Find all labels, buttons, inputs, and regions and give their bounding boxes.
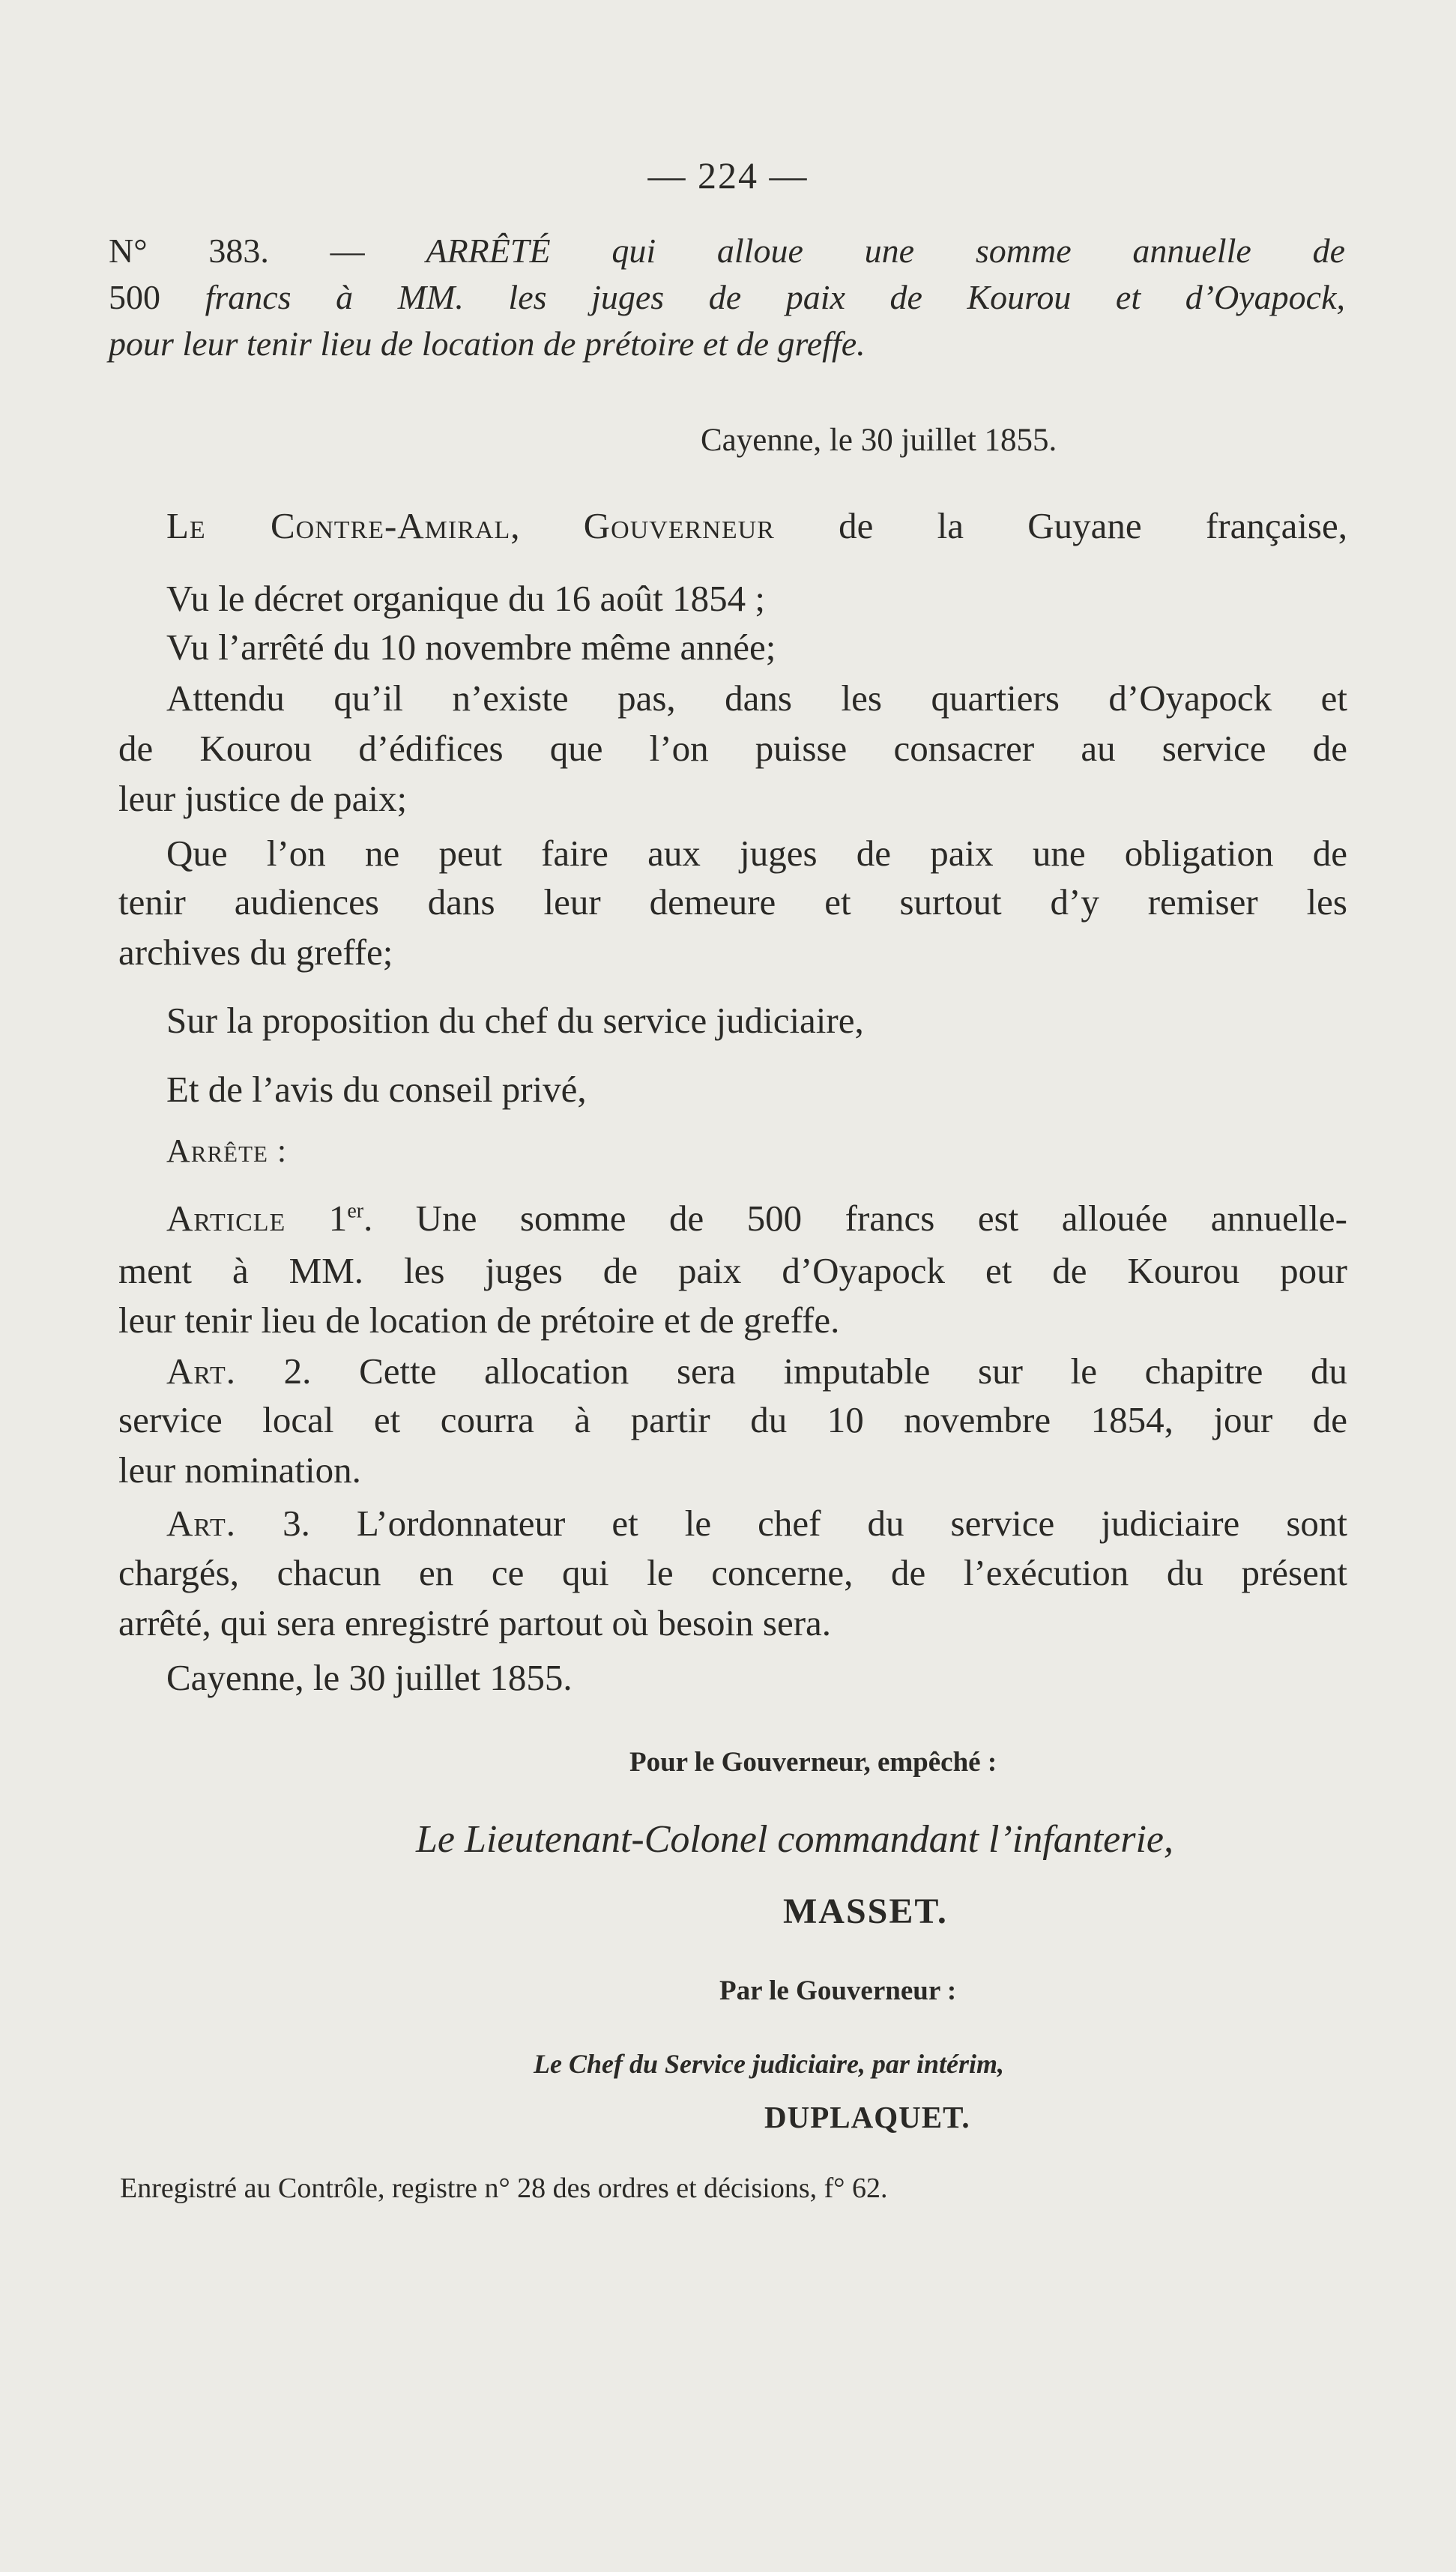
pour-le-gouverneur: Pour le Gouverneur, empêché :	[629, 1747, 997, 1778]
place-date: Cayenne, le 30 juillet 1855.	[701, 423, 1057, 458]
que-line-3: archives du greffe;	[118, 932, 393, 973]
article-3-line-1: Art. 3. L’ordonnateur et le chef du service judiciaire sont	[166, 1503, 1347, 1544]
article-1-line-3: leur tenir lieu de location de prétoire et de greffe.	[118, 1299, 840, 1341]
title-line2-num: 500	[109, 278, 160, 316]
title-line1-rest: qui alloue une somme annuelle de	[550, 232, 1345, 270]
article-3-line-3: arrêté, qui sera enregistré partout où besoin sera.	[118, 1602, 832, 1643]
arrete-label: Arrête :	[166, 1132, 288, 1169]
sur-proposition: Sur la proposition du chef du service judiciaire,	[166, 1000, 864, 1041]
article-1-line-1: Article 1er. Une somme de 500 francs est allouée annuelle-	[166, 1198, 1347, 1239]
article-2-line-3: leur nomination.	[118, 1449, 361, 1491]
avis-conseil: Et de l’avis du conseil privé,	[166, 1069, 587, 1110]
closing-place-date: Cayenne, le 30 juillet 1855.	[166, 1657, 573, 1698]
article-1-line-2: ment à MM. les juges de paix d’Oyapock et de Kourou pour	[118, 1250, 1347, 1291]
title-line2-rest: francs à MM. les juges de paix de Kourou et d’Oyapock,	[160, 278, 1345, 316]
attendu-line-1: Attendu qu’il n’existe pas, dans les quartiers d’Oyapock et	[166, 677, 1347, 719]
vu-arrete: Vu l’arrêté du 10 novembre même année;	[166, 627, 776, 668]
authority-line: Le Contre-Amiral, Gouverneur de la Guyane française,	[166, 505, 1348, 546]
officer-title: Le Lieutenant-Colonel commandant l’infanterie,	[416, 1818, 1173, 1861]
registration-footer: Enregistré au Contrôle, registre n° 28 des ordres et décisions, f° 62.	[120, 2173, 888, 2204]
title-line-2	[109, 277, 1345, 317]
attendu-line-2: de Kourou d’édifices que l’on puisse consacrer au service de	[118, 728, 1347, 769]
que-line-1: Que l’on ne peut faire aux juges de paix une obligation de	[166, 833, 1347, 874]
title-prefix: N° 383. —	[109, 232, 426, 270]
chef-name: DUPLAQUET.	[764, 2100, 970, 2134]
attendu-line-3: leur justice de paix;	[118, 778, 408, 819]
article-2-line-1: Art. 2. Cette allocation sera imputable sur le chapitre du	[166, 1350, 1347, 1392]
par-le-gouverneur: Par le Gouverneur :	[719, 1975, 957, 2006]
officer-name: MASSET.	[783, 1892, 948, 1931]
que-line-2: tenir audiences dans leur demeure et surtout d’y remiser les	[118, 881, 1347, 923]
vu-decret: Vu le décret organique du 16 août 1854 ;	[166, 578, 766, 619]
title-arrete: ARRÊTÉ	[426, 232, 551, 270]
article-2-line-2: service local et courra à partir du 10 novembre 1854, jour de	[118, 1399, 1347, 1440]
page-number: — 224 —	[647, 154, 809, 196]
title-line-1	[109, 231, 1345, 271]
chef-title: Le Chef du Service judiciaire, par intérim,	[534, 2049, 1004, 2079]
article-3-line-2: chargés, chacun en ce qui le concerne, de l’exécution du présent	[118, 1552, 1347, 1593]
title-line-3: pour leur tenir lieu de location de prétoire et de greffe.	[109, 324, 866, 363]
